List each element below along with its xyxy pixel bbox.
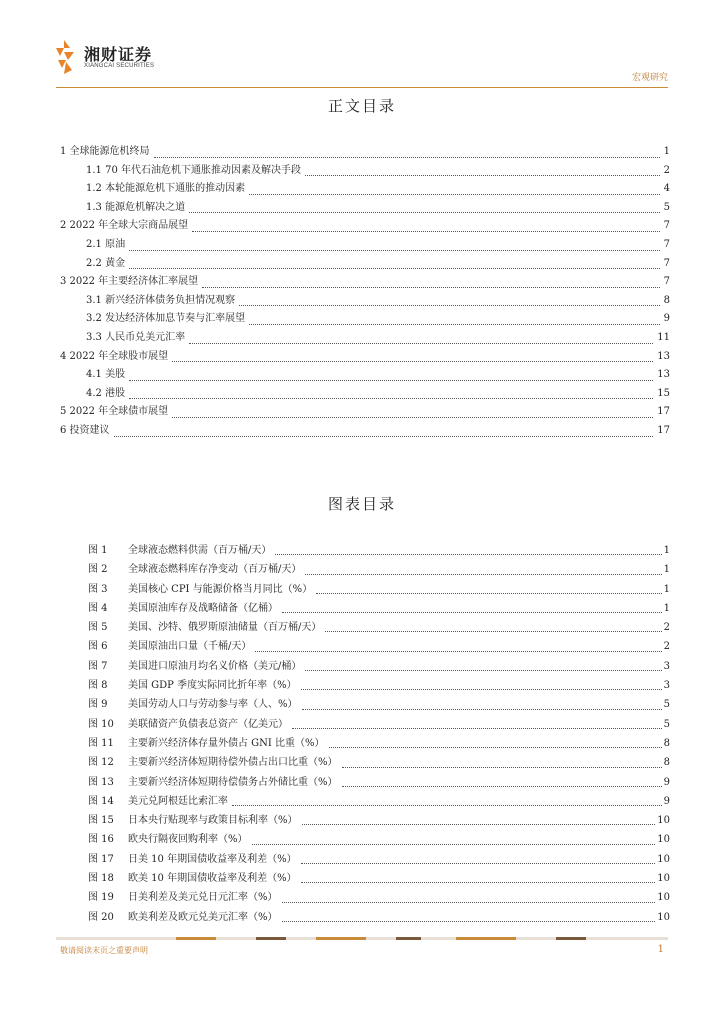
toc-entry[interactable] [60, 348, 670, 367]
figure-entry-number: 图 7 [88, 660, 108, 672]
figure-entry-number: 图 2 [88, 564, 108, 576]
dot-leader [305, 174, 660, 176]
toc-entry[interactable] [60, 273, 670, 292]
report-type-label: 宏观研究 [631, 73, 668, 83]
figure-entry-label: 美国核心 CPI 与能源价格当月同比（%） [128, 583, 313, 595]
dot-leader [282, 901, 656, 903]
figure-entry[interactable] [88, 850, 670, 869]
dot-leader [302, 823, 656, 825]
figure-entry[interactable] [88, 695, 670, 714]
toc-entry-page: 7 [663, 238, 670, 250]
figure-entry-number: 图 19 [88, 892, 114, 904]
figure-entry-number: 图 4 [88, 602, 108, 614]
figure-entry-label: 全球液态燃料库存净变动（百万桶/天） [128, 564, 302, 576]
toc-entry[interactable] [60, 162, 670, 181]
figure-entry[interactable] [88, 637, 670, 656]
figure-entry-page: 1 [663, 602, 670, 614]
dot-leader [192, 230, 659, 232]
figure-entry-label: 美国劳动人口与劳动参与率（人、%） [128, 699, 298, 711]
figure-entry-page: 9 [663, 776, 670, 788]
toc-entry[interactable] [60, 310, 670, 329]
figure-entry-number: 图 20 [88, 911, 114, 923]
xiangcai-logo-icon [54, 40, 76, 74]
dot-leader [189, 342, 653, 344]
figure-entry-page: 9 [663, 795, 670, 807]
figure-entry-number: 图 1 [88, 545, 108, 556]
dot-leader [329, 746, 662, 748]
figure-entry-number: 图 11 [88, 737, 114, 749]
toc-entry-label: 3.1 新兴经济体债务负担情况观察 [86, 294, 236, 306]
toc-entry-label: 5 2022 年全球债市展望 [60, 406, 169, 418]
dot-leader [189, 211, 660, 213]
toc-entry-page: 2 [663, 164, 670, 176]
figure-entry-page: 2 [663, 622, 670, 634]
figure-entry-number: 图 15 [88, 815, 114, 827]
figure-entry[interactable] [88, 888, 670, 907]
dot-leader [316, 592, 661, 594]
figure-entry-label: 日本央行贴现率与政策目标利率（%） [128, 815, 298, 827]
dot-leader [232, 804, 662, 806]
dot-leader [129, 397, 653, 399]
figure-entry-page: 3 [663, 680, 670, 692]
toc-entry[interactable] [60, 385, 670, 404]
toc-entry-label: 3.3 人民币兑美元汇率 [86, 331, 186, 343]
toc-entry-label: 4 2022 年全球股市展望 [60, 350, 169, 362]
figure-list [88, 541, 670, 927]
figure-entry-label: 日美利差及美元兑日元汇率（%） [128, 892, 278, 904]
logo-chinese-name: 湘财证券 [84, 45, 153, 64]
dot-leader [282, 611, 662, 613]
figure-entry-page: 1 [663, 564, 670, 576]
figure-entry-label: 欧美利差及欧元兑美元汇率（%） [128, 911, 278, 923]
toc-entry[interactable] [60, 217, 670, 236]
toc-entry-label: 1.2 本轮能源危机下通胀的推动因素 [86, 183, 246, 195]
figure-entry-label: 美国进口原油月均名义价格（美元/桶） [128, 660, 302, 672]
figure-entry-number: 图 12 [88, 757, 114, 769]
figure-entry[interactable] [88, 869, 670, 888]
dot-leader [292, 727, 662, 729]
figure-entry-page: 10 [657, 815, 670, 827]
toc-entry-page: 15 [657, 387, 670, 399]
logo-english-name: XIANGCAI SECURITIES [84, 63, 155, 69]
figure-list-title: 图表目录 [327, 495, 396, 513]
toc-entry-label: 2 2022 年全球大宗商品展望 [60, 220, 189, 232]
toc-entry-label: 1 全球能源危机终局 [60, 146, 150, 157]
figure-entry-number: 图 14 [88, 795, 114, 807]
figure-entry-number: 图 5 [88, 622, 108, 634]
figure-entry-number: 图 17 [88, 853, 114, 865]
figure-entry-page: 1 [663, 583, 670, 595]
figure-entry-label: 美国、沙特、俄罗斯原油储量（百万桶/天） [128, 622, 322, 634]
figure-entry-number: 图 18 [88, 873, 114, 885]
dot-leader [129, 249, 660, 251]
footer-decorative-bar [56, 937, 668, 940]
dot-leader [172, 416, 653, 418]
figure-entry-number: 图 13 [88, 776, 114, 788]
toc-entry-label: 6 投资建议 [60, 424, 110, 436]
figure-entry-number: 图 10 [88, 718, 114, 730]
figure-entry-number: 图 16 [88, 834, 114, 846]
dot-leader [202, 286, 659, 288]
figure-entry-label: 美元兑阿根廷比索汇率 [128, 795, 228, 807]
dot-leader [325, 630, 661, 632]
figure-entry-page: 2 [663, 641, 670, 653]
figure-entry-page: 10 [657, 873, 670, 885]
toc-entry[interactable] [60, 255, 670, 274]
figure-entry-page: 10 [657, 911, 670, 923]
figure-entry[interactable] [88, 599, 670, 618]
toc-entry-page: 5 [663, 201, 670, 213]
toc-entry[interactable] [60, 180, 670, 199]
figure-entry[interactable] [88, 541, 670, 560]
figure-entry[interactable] [88, 560, 670, 579]
figure-entry-label: 美国原油库存及战略储备（亿桶） [128, 602, 278, 614]
figure-entry-page: 10 [657, 853, 670, 865]
figure-entry-page: 8 [663, 737, 670, 749]
toc-entry-page: 11 [657, 331, 670, 343]
figure-entry[interactable] [88, 830, 670, 849]
toc-entry-page: 7 [663, 257, 670, 269]
dot-leader [255, 650, 661, 652]
toc-entry-page: 17 [657, 424, 670, 436]
toc-entry[interactable] [60, 236, 670, 255]
figure-entry-number: 图 6 [88, 641, 108, 653]
figure-entry[interactable] [88, 773, 670, 792]
toc-entry-label: 2.1 原油 [86, 238, 126, 250]
dot-leader [239, 304, 660, 306]
figure-entry-label: 美国 GDP 季度实际同比折年率（%） [128, 680, 297, 692]
toc-entry-page: 8 [663, 294, 670, 306]
toc-entry-label: 1.1 70 年代石油危机下通胀推动因素及解决手段 [86, 164, 301, 176]
dot-leader [301, 881, 656, 883]
figure-entry-label: 主要新兴经济体短期待偿外债占出口比重（%） [128, 757, 338, 769]
figure-entry-number: 图 9 [88, 699, 108, 711]
header-divider [56, 87, 668, 88]
toc-entry-page: 13 [657, 369, 670, 381]
dot-leader [249, 323, 660, 325]
dot-leader [342, 766, 662, 768]
figure-entry-label: 欧美 10 年期国债收益率及利差（%） [128, 873, 297, 885]
toc-entry-label: 2.2 黄金 [86, 257, 126, 269]
figure-entry-label: 主要新兴经济体短期待偿债务占外储比重（%） [128, 776, 338, 788]
figure-entry-page: 8 [663, 757, 670, 769]
figure-entry-page: 10 [657, 834, 670, 846]
toc-entry-label: 4.2 港股 [86, 387, 126, 399]
figure-entry-label: 日美 10 年期国债收益率及利差（%） [128, 853, 297, 865]
figure-entry-page: 5 [663, 699, 670, 711]
toc-entry-page: 7 [663, 220, 670, 232]
figure-entry-page: 5 [663, 718, 670, 730]
toc-entry[interactable] [60, 199, 670, 218]
dot-leader [305, 573, 661, 575]
dot-leader [282, 920, 656, 922]
toc-entry-page: 17 [657, 406, 670, 418]
figure-entry[interactable] [88, 792, 670, 811]
toc-entry-label: 1.3 能源危机解决之道 [86, 201, 186, 213]
toc-entry-page: 1 [663, 146, 670, 157]
dot-leader [301, 862, 656, 864]
figure-entry-label: 全球液态燃料供需（百万桶/天） [128, 545, 272, 556]
page-number: 1 [657, 944, 664, 955]
dot-leader [342, 785, 662, 787]
figure-entry[interactable] [88, 657, 670, 676]
figure-entry[interactable] [88, 618, 670, 637]
figure-entry[interactable] [88, 811, 670, 830]
figure-entry[interactable] [88, 753, 670, 772]
figure-entry-label: 主要新兴经济体存量外债占 GNI 比重（%） [128, 737, 325, 749]
company-logo [54, 40, 154, 74]
toc-entry[interactable] [60, 143, 670, 162]
toc-entry-label: 4.1 美股 [86, 369, 126, 381]
figure-entry-label: 美国原油出口量（千桶/天） [128, 641, 252, 653]
figure-entry[interactable] [88, 715, 670, 734]
toc-list [60, 143, 670, 441]
page-header [0, 0, 724, 90]
figure-entry-page: 1 [663, 545, 670, 556]
figure-entry-label: 美联储资产负债表总资产（亿美元） [128, 718, 288, 730]
figure-entry-number: 图 3 [88, 583, 108, 595]
figure-entry[interactable] [88, 908, 670, 927]
dot-leader [129, 267, 660, 269]
toc-entry[interactable] [60, 292, 670, 311]
dot-leader [275, 553, 661, 555]
toc-title: 正文目录 [327, 97, 396, 115]
toc-entry-label: 3.2 发达经济体加息节奏与汇率展望 [86, 313, 246, 325]
toc-entry[interactable] [60, 403, 670, 422]
dot-leader [301, 688, 662, 690]
figure-entry-page: 3 [663, 660, 670, 672]
dot-leader [114, 435, 654, 437]
dot-leader [249, 193, 660, 195]
dot-leader [305, 669, 661, 671]
toc-entry-page: 4 [663, 183, 670, 195]
figure-entry[interactable] [88, 734, 670, 753]
toc-entry-label: 3 2022 年主要经济体汇率展望 [60, 276, 199, 288]
dot-leader [302, 708, 662, 710]
toc-entry[interactable] [60, 422, 670, 441]
toc-entry-page: 9 [663, 313, 670, 325]
figure-entry-page: 10 [657, 892, 670, 904]
figure-entry-number: 图 8 [88, 680, 108, 692]
figure-entry[interactable] [88, 676, 670, 695]
dot-leader [172, 360, 653, 362]
figure-entry[interactable] [88, 580, 670, 599]
dot-leader [252, 843, 656, 845]
figure-entry-label: 欧央行隔夜回购利率（%） [128, 834, 248, 846]
toc-entry-page: 13 [657, 350, 670, 362]
dot-leader [129, 379, 653, 381]
disclaimer-note: 敬请阅读末页之重要声明 [60, 946, 148, 955]
toc-entry[interactable] [60, 366, 670, 385]
toc-entry[interactable] [60, 329, 670, 348]
toc-entry-page: 7 [663, 276, 670, 288]
dot-leader [154, 156, 660, 158]
